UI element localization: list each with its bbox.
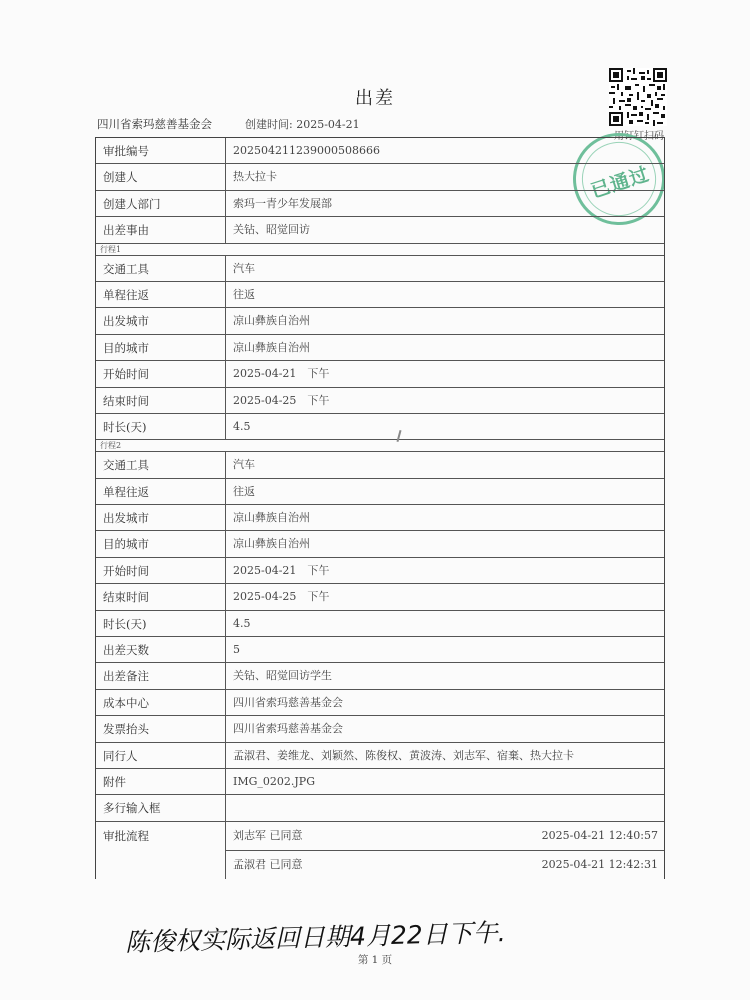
form-row-label: 开始时间 <box>96 361 226 386</box>
form-row-label: 时长(天) <box>96 611 226 636</box>
form-row-label: 创建人 <box>96 164 226 189</box>
form-row <box>96 611 664 637</box>
qr-code-block <box>609 68 669 142</box>
form-row-value: 汽车 <box>233 458 255 472</box>
form-row-value: 凉山彝族自治州 <box>233 314 310 328</box>
created-time <box>245 116 360 132</box>
form-row-value: 凉山彝族自治州 <box>233 340 310 354</box>
form-row-value: 汽车 <box>233 261 255 275</box>
form-row-label: 结束时间 <box>96 388 226 413</box>
form-row <box>96 769 664 795</box>
form-row-label: 开始时间 <box>96 558 226 583</box>
organization-name: 四川省索玛慈善基金会 <box>97 117 212 131</box>
form-row-value: 2025-04-21 下午 <box>233 563 330 577</box>
form-row-label: 出发城市 <box>96 308 226 333</box>
approval-step-text: 孟淑君 已同意 <box>233 857 303 871</box>
approval-step-time: 2025-04-21 12:40:57 <box>541 828 658 842</box>
trip2-rows <box>96 452 664 637</box>
summary-rows <box>96 637 664 822</box>
form-row-label: 目的城市 <box>96 531 226 556</box>
approval-step-text: 刘志军 已同意 <box>233 828 303 842</box>
trip1-section-label: 行程1 <box>96 244 664 256</box>
form-row <box>96 282 664 308</box>
form-row-value: 热大拉卡 <box>233 170 277 184</box>
form-row <box>96 388 664 414</box>
approval-label: 审批流程 <box>96 822 226 879</box>
form-row <box>96 361 664 387</box>
form-row <box>96 164 664 190</box>
form-row-value: 202504211239000508666 <box>233 144 380 157</box>
form-row-value: 关钻、昭觉回访学生 <box>233 669 332 683</box>
form-row-value <box>226 795 664 820</box>
form-row <box>96 743 664 769</box>
form-row-label: 出差天数 <box>96 637 226 662</box>
stamp-text: 已通过 <box>588 163 653 203</box>
form-row <box>96 308 664 334</box>
form-row <box>96 414 664 440</box>
form-row-label: 目的城市 <box>96 335 226 360</box>
form-row <box>96 256 664 282</box>
created-label: 创建时间: <box>245 118 293 131</box>
created-value: 2025-04-21 <box>296 118 360 131</box>
form-row-value: 四川省索玛慈善基金会 <box>233 722 343 736</box>
form-row-label: 交通工具 <box>96 452 226 477</box>
form-row <box>96 335 664 361</box>
form-row-label: 结束时间 <box>96 584 226 609</box>
form-row-label: 审批编号 <box>96 138 226 163</box>
form-row-value: 4.5 <box>233 419 251 433</box>
handwritten-note: 陈俊权实际返回日期4月22日下午. <box>124 918 507 957</box>
form-row <box>96 191 664 217</box>
travel-form-table <box>95 137 665 879</box>
form-row-value: 2025-04-25 下午 <box>233 590 330 604</box>
form-row-value: IMG_0202.JPG <box>233 774 315 788</box>
form-row-label: 单程往返 <box>96 479 226 504</box>
form-row <box>96 716 664 742</box>
form-row <box>96 505 664 531</box>
form-row-value: 四川省索玛慈善基金会 <box>233 695 343 709</box>
form-row-label: 创建人部门 <box>96 191 226 216</box>
form-row-value: 往返 <box>233 484 255 498</box>
approval-flow <box>96 822 664 879</box>
qr-code-icon <box>609 68 667 126</box>
form-row-label: 出发城市 <box>96 505 226 530</box>
form-row-label: 多行输入框 <box>96 795 226 820</box>
page-title: 出差 <box>355 88 395 109</box>
form-row-value: 凉山彝族自治州 <box>233 537 310 551</box>
form-row <box>96 452 664 478</box>
form-row <box>96 795 664 821</box>
form-row-value: 索玛一青少年发展部 <box>233 196 332 210</box>
form-row-label: 成本中心 <box>96 690 226 715</box>
form-row-label: 附件 <box>96 769 226 794</box>
form-row-value: 2025-04-21 下午 <box>233 367 330 381</box>
approval-step-time: 2025-04-21 12:42:31 <box>541 857 658 871</box>
form-row-label: 同行人 <box>96 743 226 768</box>
basic-info-rows <box>96 138 664 244</box>
form-row-label: 时长(天) <box>96 414 226 439</box>
form-row <box>96 584 664 610</box>
form-row-value: 凉山彝族自治州 <box>233 511 310 525</box>
form-row <box>96 663 664 689</box>
form-row <box>96 637 664 663</box>
form-row-value: 孟淑君、姜维龙、刘颖然、陈俊权、黄波涛、刘志军、宿棄、热大拉卡 <box>233 748 574 762</box>
form-row-value: 2025-04-25 下午 <box>233 393 330 407</box>
trip1-rows <box>96 256 664 441</box>
form-row <box>96 558 664 584</box>
form-row <box>96 479 664 505</box>
form-row-label: 出差事由 <box>96 217 226 242</box>
form-row-value: 4.5 <box>233 616 251 630</box>
form-row <box>96 217 664 243</box>
approval-step <box>226 822 664 851</box>
page-number: 第 1 页 <box>357 954 393 966</box>
trip2-section-label: 行程2 <box>96 440 664 452</box>
form-row-value: 5 <box>233 643 240 657</box>
form-row <box>96 690 664 716</box>
approval-step <box>226 851 664 879</box>
form-row-label: 出差备注 <box>96 663 226 688</box>
form-row-value: 关钻、昭觉回访 <box>233 223 310 237</box>
qr-caption: 用钉钉扫码 <box>614 131 664 142</box>
form-row-label: 发票抬头 <box>96 716 226 741</box>
form-row-label: 单程往返 <box>96 282 226 307</box>
form-row-label: 交通工具 <box>96 256 226 281</box>
form-row <box>96 138 664 164</box>
form-row <box>96 531 664 557</box>
form-row-value: 往返 <box>233 287 255 301</box>
approval-steps <box>226 822 664 879</box>
